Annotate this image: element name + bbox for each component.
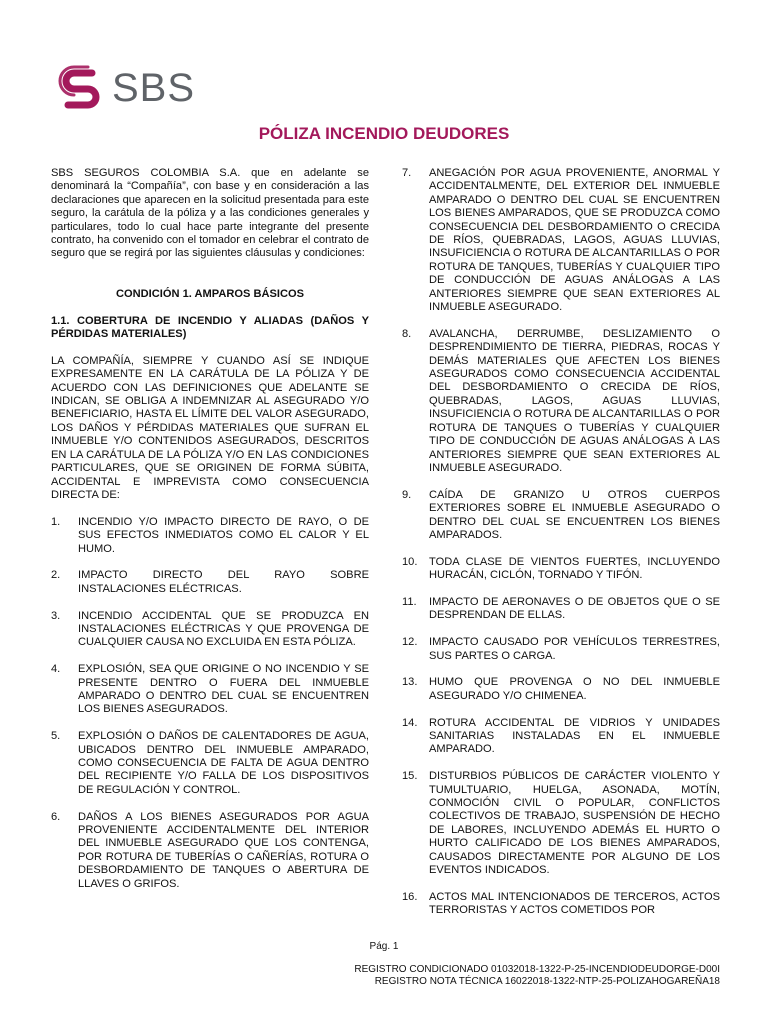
list-item [402, 596, 720, 623]
item-text: IMPACTO DE AERONAVES O DE OBJETOS QUE O SE DESPRENDAN DE ELLAS. [429, 595, 720, 622]
list-item [402, 891, 720, 918]
sbs-logo [58, 65, 195, 111]
right-column [402, 167, 720, 931]
list-item [402, 717, 720, 757]
logo-text: SBS [112, 66, 196, 110]
left-item-list [51, 516, 369, 891]
item-number: 15. [402, 770, 418, 783]
list-item [402, 556, 720, 583]
item-text: CAÍDA DE GRANIZO U OTROS CUERPOS EXTERIORES SOBRE EL INMUEBLE ASEGURADO O DENTRO DEL CUAL SE ENCUENTREN LOS BIENES AMPARADOS. [429, 488, 720, 541]
item-number: 4. [51, 663, 61, 676]
item-number: 9. [402, 488, 412, 501]
item-text: AVALANCHA, DERRUMBE, DESLIZAMIENTO O DESPRENDIMIENTO DE TIERRA, PIEDRAS, ROCAS Y DEMÁS MATERIALES QUE AFECTEN LOS BIENES ASEGURADOS COMO CONSECUENCIA ACCIDENTAL DEL DESBORDAMIENTO O CRECIDA DE RÍOS, QUEBRADAS, LAGOS, AGUAS LLUVIAS, INSUFICIENCIA O ROTURA DE ALCANTARILLAS O POR ROTURA DE TANQUES O TUBERÍAS Y CUALQUIER TIPO DE CONDUCCIÓN DE AGUAS ANÁLOGAS A LAS ANTERIORES SIEMPRE QUE SEAN EXTERIORES AL INMUEBLE ASEGURADO. [429, 327, 720, 474]
item-number: 16. [402, 890, 418, 903]
item-number: 8. [402, 327, 412, 340]
item-text: ANEGACIÓN POR AGUA PROVENIENTE, ANORMAL Y ACCIDENTALMENTE, DEL EXTERIOR DEL INMUEBLE AMPARADO O DENTRO DEL CUAL SE ENCUENTREN LOS BIENES AMPARADOS, QUE SE PRODUZCA COMO CONSECUENCIA DEL DESBORDAMIENTO O CRECIDA DE RÍOS, QUEBRADAS, LAGOS, AGUAS LLUVIAS, INSUFICIENCIA O ROTURA DE ALCANTARILLAS O POR ROTURA DE TANQUES, TUBERÍAS Y CUALQUIER TIPO DE CONDUCCIÓN DE AGUAS ANÁLOGAS A LAS ANTERIORES SIEMPRE QUE SEAN EXTERIORES AL INMUEBLE ASEGURADO. [429, 167, 720, 314]
item-text: DISTURBIOS PÚBLICOS DE CARÁCTER VIOLENTO Y TUMULTUARIO, HUELGA, ASONADA, MOTÍN, CONMOCIÓN CIVIL O POPULAR, CONFLICTOS COLECTIVOS DE TRABAJO, SUSPENSIÓN DE HECHO DE LABORES, INCLUYENDO ADEMÁS EL HURTO O HURTO CALIFICADO DE LOS BIENES AMPARADOS, CAUSADOS DIRECTAMENTE POR ALGUNO DE LOS EVENTOS INDICADOS. [429, 770, 720, 876]
list-item [402, 770, 720, 877]
item-text: EXPLOSIÓN, SEA QUE ORIGINE O NO INCENDIO Y SE PRESENTE DENTRO O FUERA DEL INMUEBLE AMPARADO O DENTRO DEL CUAL SE ENCUENTREN LOS BIENES ASEGURADOS. [78, 663, 369, 716]
item-number: 13. [402, 676, 418, 689]
item-number: 5. [51, 730, 61, 743]
list-item [402, 167, 720, 314]
list-item [402, 676, 720, 703]
registro-condicionado: REGISTRO CONDICIONADO 01032018-1322-P-25-INCENDIODEUDORGE-D00I [354, 964, 720, 975]
item-number: 10. [402, 555, 418, 568]
list-item [402, 328, 720, 475]
item-number: 14. [402, 716, 418, 729]
list-item [51, 730, 369, 797]
item-text: IMPACTO DIRECTO DEL RAYO SOBRE INSTALACIONES ELÉCTRICAS. [78, 569, 369, 595]
item-number: 2. [51, 569, 61, 582]
section-body: LA COMPAÑÍA, SIEMPRE Y CUANDO ASÍ SE INDIQUE EXPRESAMENTE EN LA CARÁTULA DE LA PÓLIZA Y DE ACUERDO CON LAS DEFINICIONES QUE ADELANTE SE INDICAN, SE OBLIGA A INDEMNIZAR AL ASEGURADO Y/O BENEFICIARIO, HASTA EL LÍMITE DEL VALOR ASEGURADO, LOS DAÑOS Y PÉRDIDAS MATERIALES QUE SUFRAN EL INMUEBLE Y/O CONTENIDOS ASEGURADOS, DESCRITOS EN LA CARÁTULA DE LA PÓLIZA Y/O EN LAS CONDICIONES PARTICULARES, QUE SE ORIGINEN DE FORMA SÚBITA, ACCIDENTAL E IMPREVISTA COMO CONSECUENCIA DIRECTA DE: [51, 354, 369, 501]
document-title: PÓLIZA INCENDIO DEUDORES [258, 124, 510, 143]
item-text: ROTURA ACCIDENTAL DE VIDRIOS Y UNIDADES SANITARIAS INSTALADAS EN EL INMUEBLE AMPARADO. [429, 716, 720, 756]
item-number: 7. [402, 167, 412, 179]
registro-nota-tecnica: REGISTRO NOTA TÉCNICA 16022018-1322-NTP-25-POLIZAHOGAREÑA18 [374, 976, 720, 987]
item-text: TODA CLASE DE VIENTOS FUERTES, INCLUYENDO HURACÁN, CICLÓN, TORNADO Y TIFÓN. [429, 555, 720, 582]
registration-footer [354, 964, 720, 988]
list-item [402, 636, 720, 663]
list-item [51, 516, 369, 556]
item-number: 1. [51, 515, 61, 528]
intro-paragraph: SBS SEGUROS COLOMBIA S.A. que en adelante se denominará la “Compañía”, con base y en consideración a las declaraciones que aparecen en la solicitud presentada para este seguro, la carátula de la póliza y a las condiciones generales y particulares, todo lo cual hace parte integrante del presente contrato, ha convenido con el tomador en celebrar el contrato de seguro que se regirá por las siguientes cláusulas y condiciones: [51, 167, 369, 260]
item-text: HUMO QUE PROVENGA O NO DEL INMUEBLE ASEGURADO Y/O CHIMENEA. [429, 676, 720, 702]
item-text: ACTOS MAL INTENCIONADOS DE TERCEROS, ACTOS TERRORISTAS Y ACTOS COMETIDOS POR [429, 890, 720, 917]
condition-heading: CONDICIÓN 1. AMPAROS BÁSICOS [116, 287, 304, 300]
item-text: IMPACTO CAUSADO POR VEHÍCULOS TERRESTRES, SUS PARTES O CARGA. [429, 636, 720, 662]
item-text: INCENDIO ACCIDENTAL QUE SE PRODUZCA EN INSTALACIONES ELÉCTRICAS Y QUE PROVENGA DE CUALQUIER CAUSA NO EXCLUIDA EN ESTA PÓLIZA. [78, 609, 369, 649]
list-item [51, 663, 369, 717]
item-number: 12. [402, 636, 418, 649]
item-text: DAÑOS A LOS BIENES ASEGURADOS POR AGUA PROVENIENTE ACCIDENTALMENTE DEL INTERIOR DEL INMUEBLE ASEGURADO QUE LOS CONTENGA, POR ROTURA DE TUBERÍAS O CAÑERÍAS, ROTURA O DESBORDAMIENTO DE TANQUES O ABERTURA DE LLAVES O GRIFOS. [78, 810, 369, 890]
section-heading: 1.1. COBERTURA DE INCENDIO Y ALIADAS (DAÑOS Y PÉRDIDAS MATERIALES) [51, 314, 369, 341]
item-text: EXPLOSIÓN O DAÑOS DE CALENTADORES DE AGUA, UBICADOS DENTRO DEL INMUEBLE AMPARADO, COMO CONSECUENCIA DE FALTA DE AGUA DENTRO DEL RECIPIENTE Y/O FALLA DE LOS DISPOSITIVOS DE REGULACIÓN Y CONTROL. [78, 730, 369, 796]
item-number: 6. [51, 810, 61, 823]
left-column [51, 167, 369, 904]
page-number: Pág. 1 [369, 941, 399, 952]
list-item [51, 569, 369, 596]
sbs-logo-icon [58, 65, 104, 111]
list-item [51, 610, 369, 650]
item-text: INCENDIO Y/O IMPACTO DIRECTO DE RAYO, O DE SUS EFECTOS INMEDIATOS COMO EL CALOR Y EL HUMO. [78, 515, 369, 555]
item-number: 3. [51, 609, 61, 622]
list-item [51, 811, 369, 891]
list-item [402, 489, 720, 543]
item-number: 11. [402, 595, 417, 608]
